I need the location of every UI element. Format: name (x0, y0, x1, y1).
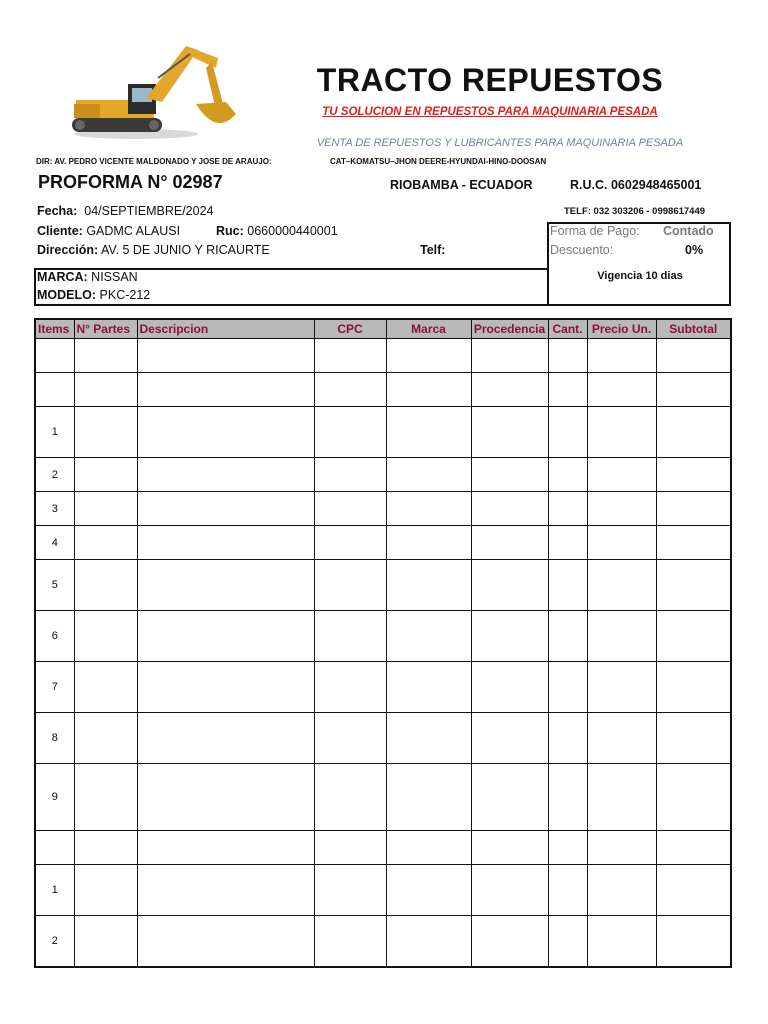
table-cell (386, 662, 471, 713)
table-cell (386, 611, 471, 662)
vehicle-model-value: PKC-212 (99, 288, 151, 302)
proforma-number: PROFORMA N° 02987 (38, 172, 223, 192)
table-cell (137, 865, 314, 916)
table-cell (656, 916, 731, 967)
table-cell (314, 373, 386, 407)
table-cell (137, 611, 314, 662)
table-cell (656, 611, 731, 662)
table-cell (137, 373, 314, 407)
table-cell (74, 339, 137, 373)
vehicle-brand-label: MARCA: (37, 270, 88, 284)
table-cell (587, 560, 656, 611)
table-cell (548, 713, 587, 764)
table-cell (386, 713, 471, 764)
validity-note: Vigencia 10 dias (597, 270, 683, 282)
table-cell (74, 916, 137, 967)
vehicle-brand-value: NISSAN (91, 270, 138, 284)
item-number-cell: 7 (35, 662, 74, 713)
table-cell (471, 764, 548, 831)
table-cell (548, 560, 587, 611)
table-row (35, 339, 731, 373)
table-cell (314, 831, 386, 865)
table-cell (471, 458, 548, 492)
table-cell (471, 373, 548, 407)
table-cell (137, 560, 314, 611)
table-cell (137, 339, 314, 373)
payment-method-label: Forma de Pago: (550, 224, 640, 238)
vehicle-brand-field (37, 270, 138, 284)
item-number-cell: 2 (35, 458, 74, 492)
table-cell (548, 492, 587, 526)
table-cell (314, 662, 386, 713)
table-cell (386, 339, 471, 373)
item-number-cell: 8 (35, 713, 74, 764)
table-cell (548, 831, 587, 865)
table-cell (548, 373, 587, 407)
table-row (35, 611, 731, 662)
table-row (35, 526, 731, 560)
company-slogan: TU SOLUCION EN REPUESTOS PARA MAQUINARIA PESADA (322, 106, 658, 118)
table-row (35, 764, 731, 831)
table-cell (74, 526, 137, 560)
table-row (35, 407, 731, 458)
table-cell (587, 526, 656, 560)
table-cell (386, 916, 471, 967)
table-cell (587, 373, 656, 407)
date-label: Fecha: (37, 204, 78, 218)
table-cell (137, 526, 314, 560)
table-row (35, 373, 731, 407)
date-field (37, 204, 213, 218)
table-row (35, 916, 731, 967)
table-row (35, 492, 731, 526)
table-cell (587, 458, 656, 492)
table-cell (471, 865, 548, 916)
discount-label: Descuento: (550, 243, 614, 257)
table-cell (314, 339, 386, 373)
table-cell (548, 458, 587, 492)
table-cell (656, 407, 731, 458)
table-cell (74, 560, 137, 611)
vehicle-model-label: MODELO: (37, 288, 97, 302)
table-cell (74, 407, 137, 458)
table-cell (314, 764, 386, 831)
table-cell (548, 662, 587, 713)
client-label: Cliente: (37, 224, 83, 238)
table-cell (386, 831, 471, 865)
table-cell (548, 611, 587, 662)
table-cell (386, 526, 471, 560)
address-value: AV. 5 DE JUNIO Y RICAURTE (100, 243, 270, 257)
table-cell (656, 560, 731, 611)
table-cell (137, 764, 314, 831)
table-cell (386, 458, 471, 492)
col-header-items: Items (35, 319, 74, 339)
company-address: DIR: AV. PEDRO VICENTE MALDONADO Y JOSE DE ARAUJO: (36, 157, 272, 166)
client-ruc-value: 0660000440001 (247, 224, 338, 238)
col-header-unit-price: Precio Un. (587, 319, 656, 339)
table-cell (656, 458, 731, 492)
table-cell (314, 526, 386, 560)
company-title: TRACTO REPUESTOS (316, 62, 664, 98)
table-cell (656, 339, 731, 373)
table-cell (74, 764, 137, 831)
discount-value: 0% (685, 243, 704, 257)
table-cell (137, 662, 314, 713)
col-header-part-number: N° Partes (74, 319, 137, 339)
excavator-icon (66, 38, 242, 142)
table-cell (314, 407, 386, 458)
address-field (37, 243, 270, 257)
table-cell (74, 713, 137, 764)
table-cell (471, 339, 548, 373)
table-cell (656, 662, 731, 713)
table-cell (137, 916, 314, 967)
table-cell (386, 373, 471, 407)
table-cell (314, 458, 386, 492)
table-cell (74, 865, 137, 916)
table-cell (471, 492, 548, 526)
item-number-cell (35, 339, 74, 373)
table-cell (656, 764, 731, 831)
table-cell (74, 492, 137, 526)
table-cell (74, 373, 137, 407)
table-cell (386, 407, 471, 458)
table-cell (587, 713, 656, 764)
item-number-cell (35, 373, 74, 407)
table-cell (587, 662, 656, 713)
table-cell (74, 662, 137, 713)
item-number-cell: 1 (35, 407, 74, 458)
table-cell (656, 526, 731, 560)
table-cell (74, 458, 137, 492)
company-tagline: VENTA DE REPUESTOS Y LUBRICANTES PARA MAQUINARIA PESADA (316, 137, 684, 149)
table-cell (587, 865, 656, 916)
item-number-cell: 4 (35, 526, 74, 560)
table-cell (587, 339, 656, 373)
col-header-brand: Marca (386, 319, 471, 339)
table-cell (548, 916, 587, 967)
table-cell (656, 865, 731, 916)
table-cell (314, 492, 386, 526)
company-phones: TELF: 032 303206 - 0998617449 (564, 206, 706, 217)
table-cell (137, 458, 314, 492)
table-cell (74, 831, 137, 865)
table-cell (471, 560, 548, 611)
items-table (34, 318, 732, 968)
client-value: GADMC ALAUSI (86, 224, 181, 238)
table-cell (471, 526, 548, 560)
brand-list: CAT–KOMATSU–JHON DEERE-HYUNDAI-HINO-DOOSAN (330, 157, 547, 166)
table-cell (471, 611, 548, 662)
client-ruc-label: Ruc: (216, 224, 244, 238)
table-cell (471, 662, 548, 713)
table-cell (587, 492, 656, 526)
client-field (37, 224, 180, 238)
table-cell (656, 831, 731, 865)
table-header-row (35, 319, 731, 339)
table-cell (314, 611, 386, 662)
date-value: 04/SEPTIEMBRE/2024 (84, 204, 214, 218)
table-cell (548, 526, 587, 560)
table-row (35, 713, 731, 764)
table-cell (587, 407, 656, 458)
item-number-cell: 3 (35, 492, 74, 526)
city: RIOBAMBA - ECUADOR (390, 178, 533, 192)
item-number-cell: 9 (35, 764, 74, 831)
table-cell (548, 339, 587, 373)
table-cell (548, 764, 587, 831)
table-row (35, 662, 731, 713)
item-number-cell: 5 (35, 560, 74, 611)
table-cell (74, 611, 137, 662)
table-row (35, 560, 731, 611)
table-cell (471, 831, 548, 865)
table-row (35, 458, 731, 492)
table-cell (656, 713, 731, 764)
table-cell (471, 407, 548, 458)
table-cell (386, 560, 471, 611)
table-row (35, 865, 731, 916)
table-cell (548, 865, 587, 916)
table-cell (587, 764, 656, 831)
table-cell (471, 713, 548, 764)
table-cell (587, 831, 656, 865)
item-number-cell (35, 831, 74, 865)
item-number-cell: 2 (35, 916, 74, 967)
table-cell (386, 764, 471, 831)
col-header-qty: Cant. (548, 319, 587, 339)
table-cell (314, 916, 386, 967)
company-ruc: R.U.C. 0602948465001 (570, 178, 702, 192)
table-cell (386, 865, 471, 916)
table-cell (587, 611, 656, 662)
table-cell (314, 865, 386, 916)
client-ruc-field (216, 224, 338, 238)
table-cell (386, 492, 471, 526)
table-cell (587, 916, 656, 967)
table-cell (656, 492, 731, 526)
table-cell (656, 373, 731, 407)
col-header-origin: Procedencia (471, 319, 548, 339)
col-header-subtotal: Subtotal (656, 319, 731, 339)
item-number-cell: 6 (35, 611, 74, 662)
table-cell (548, 407, 587, 458)
table-row (35, 831, 731, 865)
client-phone-label: Telf: (420, 243, 446, 257)
col-header-cpc: CPC (314, 319, 386, 339)
payment-method-value: Contado (663, 224, 714, 238)
table-cell (137, 831, 314, 865)
col-header-description: Descripcion (137, 319, 314, 339)
table-cell (314, 560, 386, 611)
vehicle-model-field (37, 288, 150, 302)
table-cell (471, 916, 548, 967)
table-cell (137, 407, 314, 458)
address-label: Dirección: (37, 243, 99, 257)
table-cell (137, 492, 314, 526)
table-cell (137, 713, 314, 764)
item-number-cell: 1 (35, 865, 74, 916)
table-cell (314, 713, 386, 764)
